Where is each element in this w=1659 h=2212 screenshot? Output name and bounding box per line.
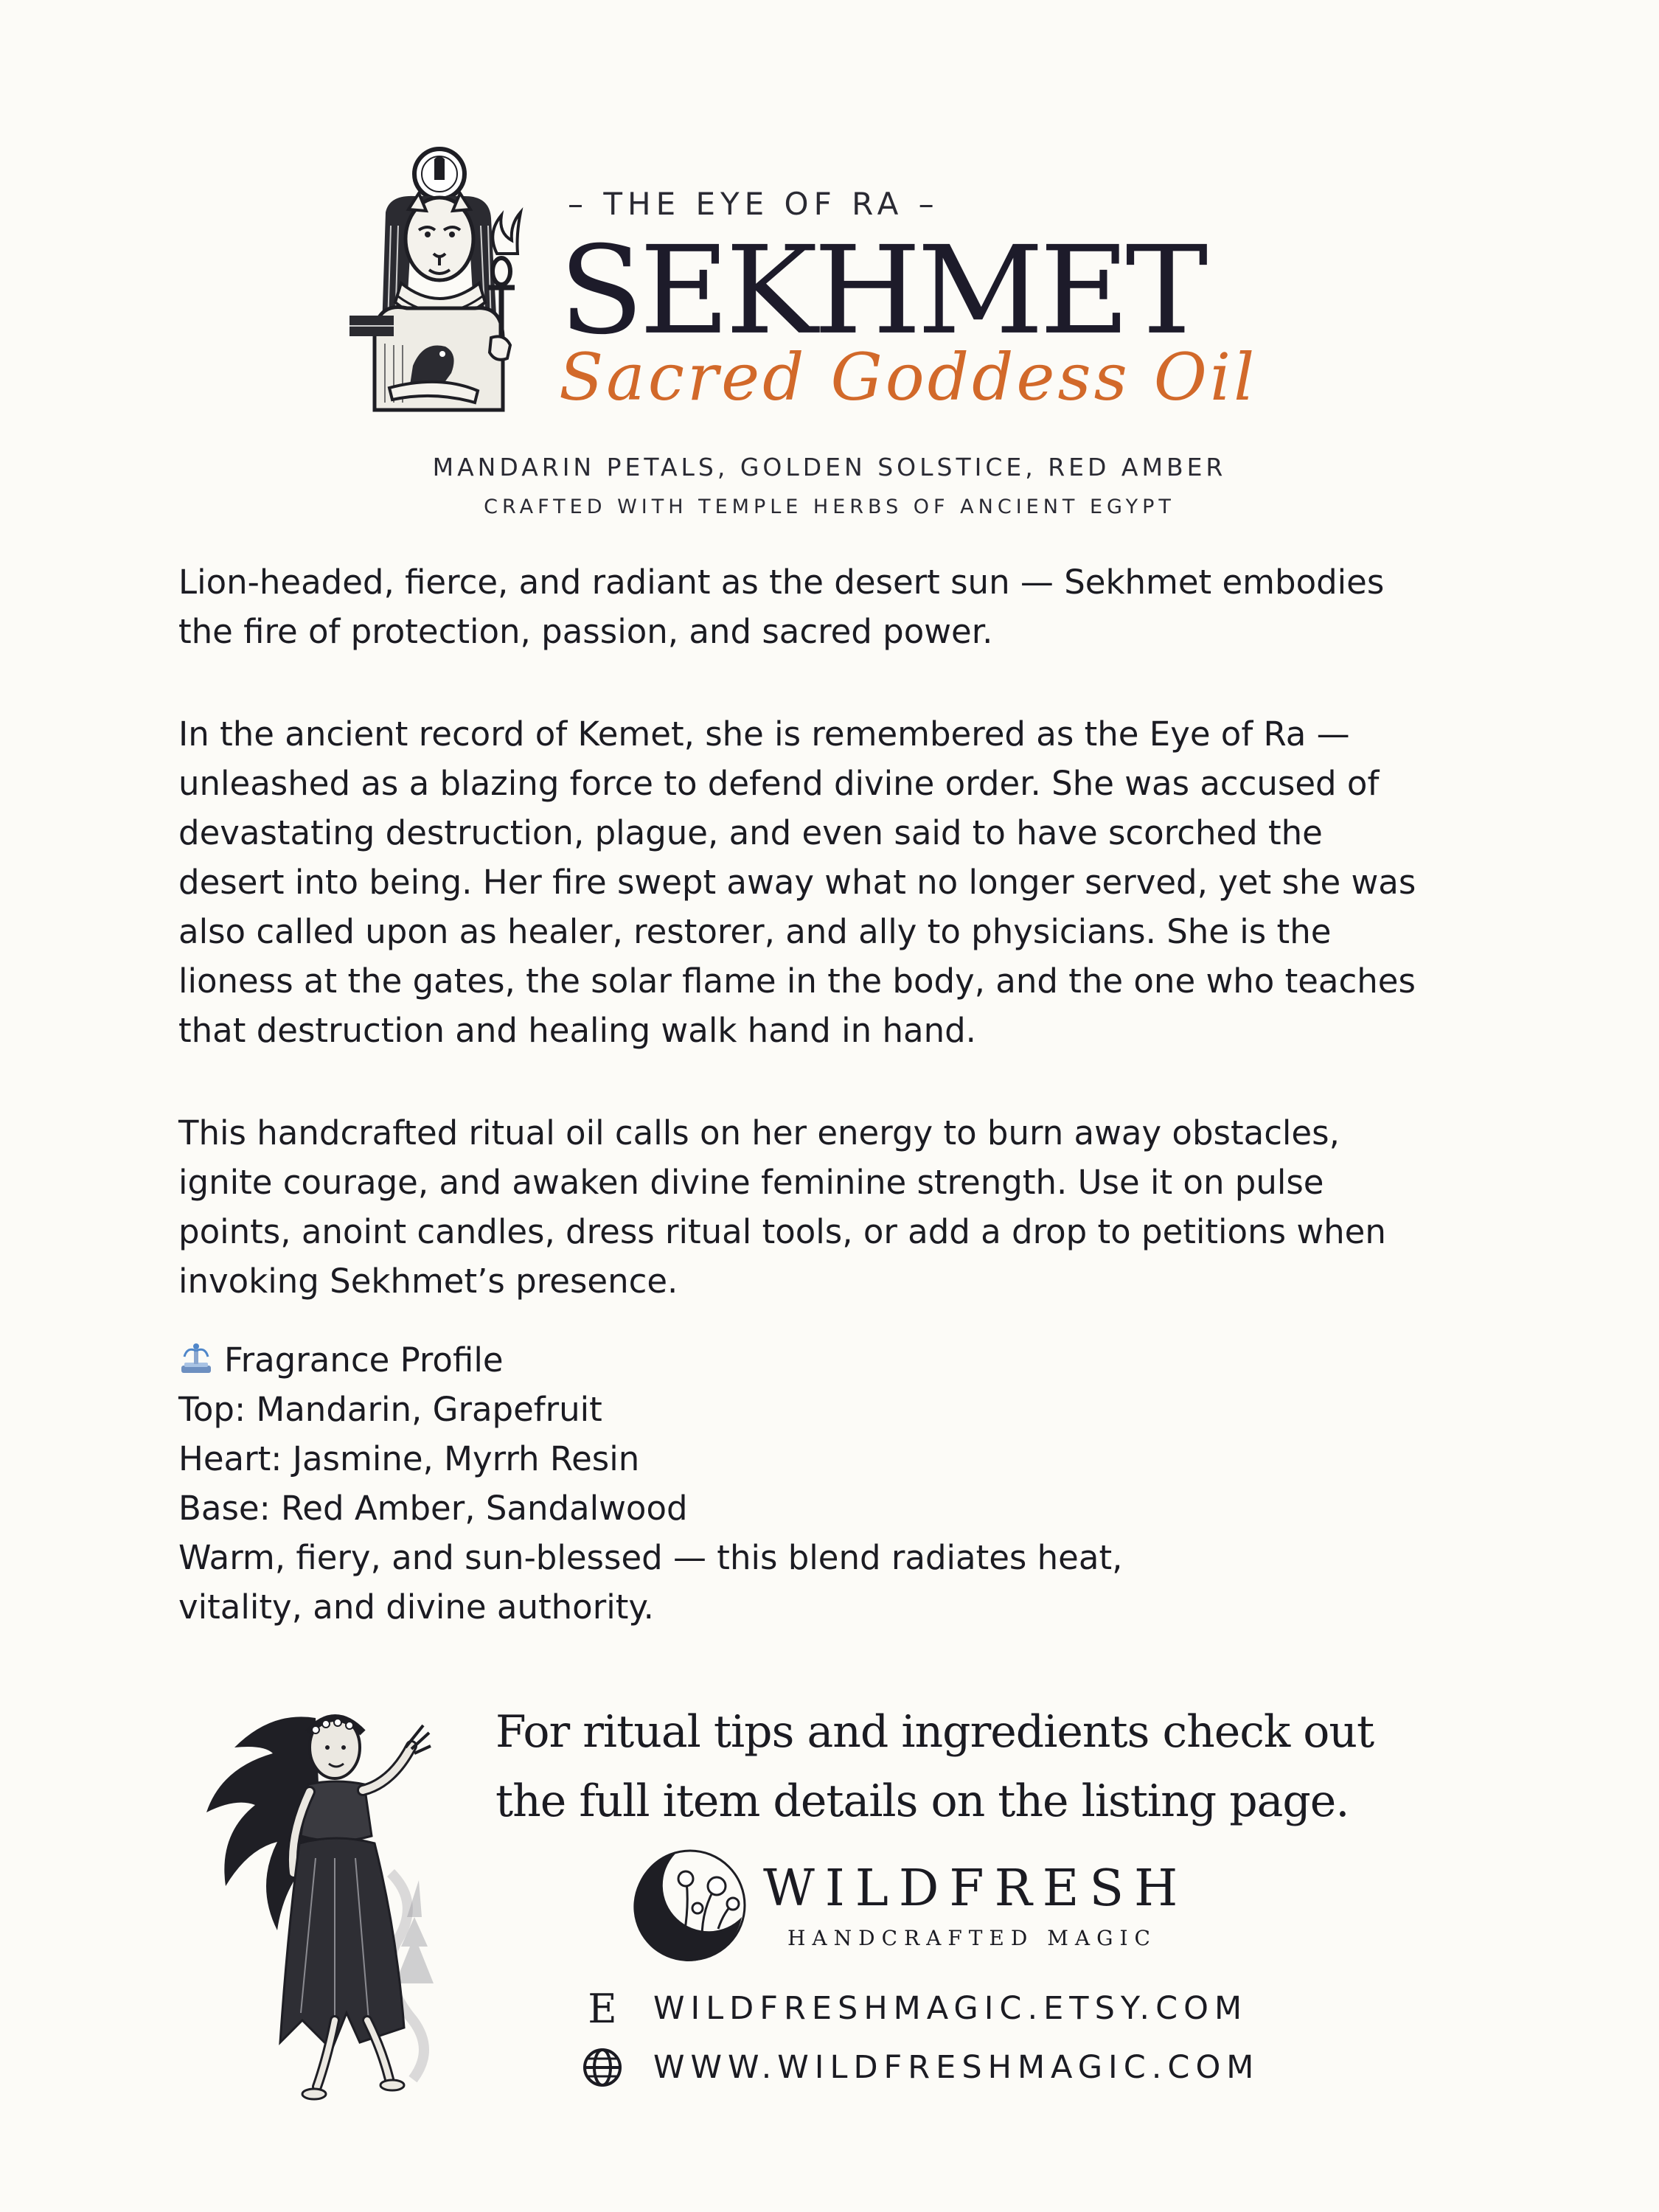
cta-line: the full item details on the listing page.: [495, 1775, 1349, 1827]
etsy-url[interactable]: WILDFRESHMAGIC.ETSY.COM: [653, 1990, 1248, 2027]
text-line: In the ancient record of Kemet, she is remembered as the Eye of Ra —: [178, 714, 1350, 754]
fragrance-heading: Fragrance Profile: [224, 1340, 504, 1380]
brand-tagline: HANDCRAFTED MAGIC: [787, 1926, 1157, 1950]
text-line: This handcrafted ritual oil calls on her energy to burn away obstacles,: [178, 1113, 1340, 1152]
heart-notes: Heart: Jasmine, Myrrh Resin: [178, 1439, 640, 1478]
text-line: devastating destruction, plague, and even said to have scorched the: [178, 813, 1323, 852]
text-line: desert into being. Her fire swept away what no longer served, yet she was: [178, 863, 1416, 902]
brand-name: WILDFRESH: [763, 1860, 1189, 1918]
cta-line: For ritual tips and ingredients check out: [495, 1706, 1374, 1758]
scent-notes-line: MANDARIN PETALS, GOLDEN SOLSTICE, RED AMBER: [432, 453, 1227, 481]
etsy-icon: [581, 1987, 624, 2030]
text-line: the fire of protection, passion, and sacred power.: [178, 612, 993, 651]
fragrance-profile: [178, 1335, 1498, 1632]
etsy-link[interactable]: [581, 1986, 1248, 2031]
text-line: ignite courage, and awaken divine feminine strength. Use it on pulse: [178, 1163, 1324, 1202]
intro-paragraph: [178, 557, 1498, 656]
fragrance-summary-line: vitality, and divine authority.: [178, 1587, 654, 1627]
text-line: that destruction and healing walk hand in hand.: [178, 1011, 976, 1050]
etsy-icon-glyph: E: [588, 1985, 617, 2032]
history-paragraph: [178, 709, 1498, 1055]
text-line: invoking Sekhmet’s presence.: [178, 1262, 678, 1301]
fragrance-heading-row: [178, 1335, 1498, 1385]
eyebrow-text: – THE EYE OF RA –: [568, 186, 939, 222]
fragrance-summary-line: Warm, fiery, and sun-blessed — this blend radiates heat,: [178, 1538, 1123, 1577]
usage-paragraph: [178, 1108, 1498, 1306]
website-link[interactable]: [581, 2045, 1259, 2090]
fountain-icon: [178, 1340, 214, 1376]
top-notes: Top: Mandarin, Grapefruit: [178, 1390, 602, 1429]
sekhmet-illustration: [345, 145, 529, 416]
base-notes: Base: Red Amber, Sandalwood: [178, 1489, 688, 1528]
text-line: lioness at the gates, the solar flame in the body, and the one who teaches: [178, 961, 1416, 1001]
globe-icon: [581, 2046, 624, 2089]
crafted-line: CRAFTED WITH TEMPLE HERBS OF ANCIENT EGYPT: [484, 495, 1175, 518]
product-title: SEKHMET: [559, 219, 1204, 362]
text-line: also called upon as healer, restorer, and ally to physicians. She is the: [178, 912, 1332, 951]
text-line: Lion-headed, fierce, and radiant as the desert sun — Sekhmet embodies: [178, 563, 1385, 602]
globe-icon-svg: [582, 2047, 623, 2088]
dancer-illustration: [205, 1696, 470, 2107]
product-subtitle: Sacred Goddess Oil: [559, 339, 1258, 415]
text-line: points, anoint candles, dress ritual tools, or add a drop to petitions when: [178, 1212, 1386, 1251]
text-line: unleashed as a blazing force to defend divine order. She was accused of: [178, 764, 1380, 803]
crescent-moon-logo: [631, 1846, 749, 1964]
website-url[interactable]: WWW.WILDFRESHMAGIC.COM: [653, 2049, 1260, 2086]
cta-text: [495, 1697, 1454, 1836]
